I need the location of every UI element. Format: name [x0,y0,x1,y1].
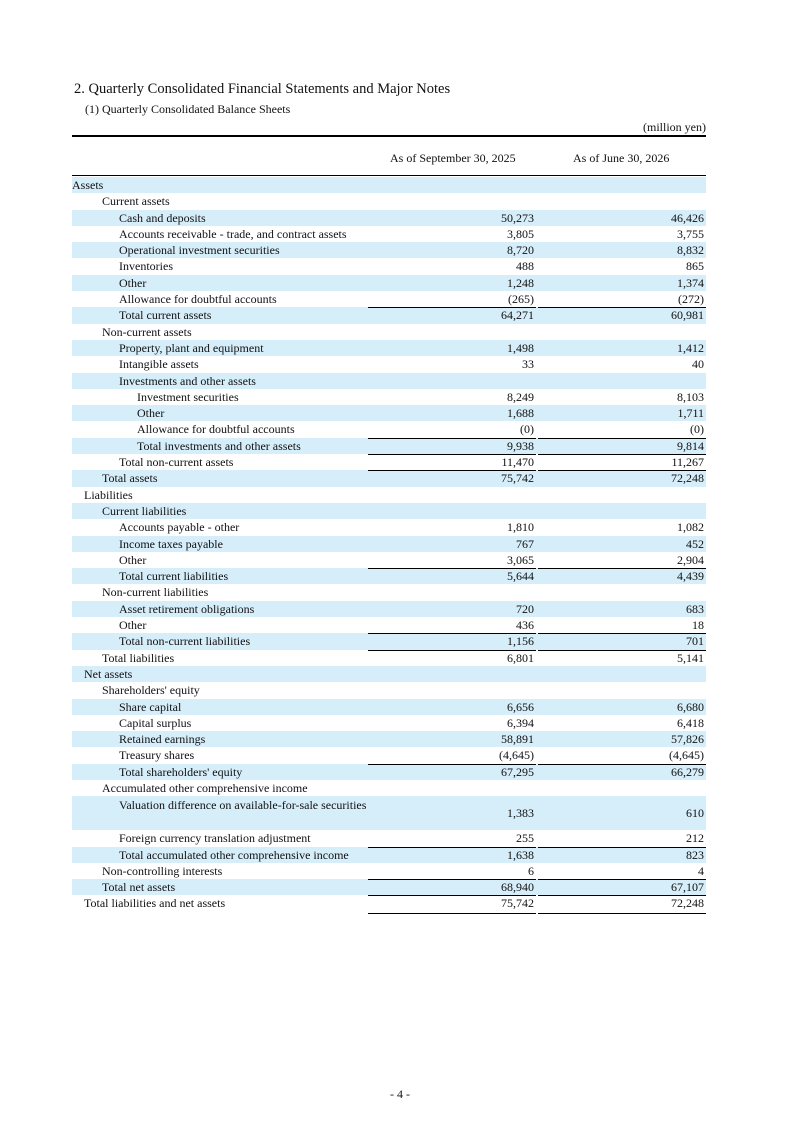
value-current: 865 [686,259,704,274]
value-prior: 767 [516,536,534,551]
value-prior: 1,810 [507,520,534,535]
value-current: 57,826 [671,732,704,747]
table-row [72,682,706,698]
value-prior: 1,383 [507,806,534,821]
row-label: Current assets [102,194,170,209]
row-label: Other [119,618,147,633]
total-rule [538,454,706,455]
value-current: 4,439 [677,569,704,584]
value-prior: (0) [520,422,534,437]
table-row [72,438,706,454]
value-prior: 64,271 [501,308,534,323]
table-row [72,879,706,895]
row-label: Accounts receivable - trade, and contract assets [119,226,347,241]
table-row [72,389,706,405]
total-rule [538,438,706,439]
row-label: Treasury shares [119,748,195,763]
value-current: 72,248 [671,471,704,486]
table-row [72,373,706,389]
row-label: Investment securities [137,389,239,404]
value-prior: 720 [516,601,534,616]
value-prior: 8,720 [507,243,534,258]
total-rule [538,568,706,569]
total-rule [538,764,706,765]
row-label: Accumulated other comprehensive income [102,780,308,795]
value-current: 6,680 [677,699,704,714]
value-prior: 255 [516,831,534,846]
value-prior: 3,805 [507,226,534,241]
table-row [72,552,706,568]
value-current: 1,412 [677,340,704,355]
value-prior: 6,656 [507,699,534,714]
table-row [72,780,706,796]
row-label: Total investments and other assets [137,438,301,453]
value-current: 8,103 [677,389,704,404]
value-current: 610 [686,806,704,821]
row-label: Non-current assets [102,324,192,339]
row-label: Cash and deposits [119,210,206,225]
value-prior: 1,638 [507,847,534,862]
value-current: (0) [690,422,704,437]
row-label: Inventories [119,259,173,274]
total-rule [538,847,706,848]
value-current: 9,814 [677,438,704,453]
value-current: 11,267 [671,455,704,470]
total-rule [368,568,536,569]
value-prior: 68,940 [501,880,534,895]
table-row [72,731,706,747]
row-label: Other [119,275,147,290]
total-rule [368,764,536,765]
table-row [72,895,706,911]
row-label: Total current liabilities [119,569,229,584]
section-heading: 2. Quarterly Consolidated Financial Statements and Major Notes [74,81,451,97]
total-rule [368,895,536,896]
value-prior: 1,248 [507,275,534,290]
row-label: Accounts payable - other [119,520,240,535]
value-current: 8,832 [677,243,704,258]
value-prior: (265) [508,292,534,307]
value-prior: 33 [522,357,534,372]
table-row [72,568,706,584]
value-current: 60,981 [671,308,704,323]
table-row [72,764,706,780]
value-current: 72,248 [671,896,704,911]
table-row [72,291,706,307]
table-row [72,275,706,291]
value-current: 67,107 [671,880,704,895]
row-label: Total net assets [102,880,176,895]
total-rule [538,307,706,308]
table-row [72,258,706,274]
value-current: 823 [686,847,704,862]
value-current: 6,418 [677,715,704,730]
table-row [72,747,706,763]
total-rule [538,650,706,651]
value-current: 5,141 [677,650,704,665]
total-rule [368,307,536,308]
value-prior: 488 [516,259,534,274]
row-label: Foreign currency translation adjustment [119,831,311,846]
value-current: 683 [686,601,704,616]
table-row [72,617,706,633]
row-label: Liabilities [84,487,133,502]
page-number: - 4 - [390,1087,410,1101]
total-rule [368,633,536,634]
total-rule [538,633,706,634]
value-current: (272) [678,292,704,307]
row-label: Total shareholders' equity [119,764,243,779]
table-row [72,177,706,193]
value-current: 4 [698,863,704,878]
total-rule [368,650,536,651]
table-row [72,650,706,666]
table-row [72,454,706,470]
value-current: 2,904 [677,552,704,567]
table-row [72,503,706,519]
table-row [72,666,706,682]
value-prior: (4,645) [499,748,534,763]
row-label: Other [119,552,147,567]
row-label: Total non-current assets [119,455,234,470]
row-label: Allowance for doubtful accounts [119,292,277,307]
row-label: Operational investment securities [119,243,280,258]
value-current: 40 [692,357,704,372]
row-label: Other [137,406,165,421]
value-prior: 436 [516,618,534,633]
row-label: Retained earnings [119,732,206,747]
value-current: 701 [686,634,704,649]
value-current: 1,711 [677,406,704,421]
table-row [72,863,706,879]
total-rule [368,454,536,455]
value-current: (4,645) [669,748,704,763]
grand-total-rule [538,913,706,915]
value-current: 452 [686,536,704,551]
value-prior: 1,156 [507,634,534,649]
table-row [72,470,706,486]
total-rule [368,847,536,848]
table-row [72,340,706,356]
table-row [72,421,706,437]
row-label: Allowance for doubtful accounts [137,422,295,437]
row-label: Share capital [119,699,182,714]
table-row [72,699,706,715]
row-label: Income taxes payable [119,536,223,551]
row-label: Investments and other assets [119,373,256,388]
value-prior: 1,688 [507,406,534,421]
row-label: Shareholders' equity [102,683,200,698]
table-row [72,796,706,830]
table-row [72,405,706,421]
table-row [72,226,706,242]
row-label: Non-controlling interests [102,863,223,878]
value-prior: 58,891 [501,732,534,747]
table-row [72,519,706,535]
value-prior: 11,470 [501,455,534,470]
table-row [72,830,706,846]
table-row [72,324,706,340]
table-row [72,193,706,209]
row-label: Total liabilities and net assets [84,896,226,911]
row-label: Valuation difference on available-for-sale securities [119,798,367,813]
value-prior: 50,273 [501,210,534,225]
value-current: 212 [686,831,704,846]
row-label: Total accumulated other comprehensive income [119,847,349,862]
header-rule [72,175,706,176]
table-row [72,536,706,552]
value-prior: 6 [528,863,534,878]
table-row [72,307,706,323]
row-label: Non-current liabilities [102,585,209,600]
total-rule [538,895,706,896]
row-label: Asset retirement obligations [119,601,255,616]
value-current: 46,426 [671,210,704,225]
value-prior: 67,295 [501,764,534,779]
row-label: Total non-current liabilities [119,634,251,649]
value-prior: 9,938 [507,438,534,453]
value-prior: 3,065 [507,552,534,567]
value-current: 66,279 [671,764,704,779]
row-label: Total assets [102,471,158,486]
value-current: 3,755 [677,226,704,241]
value-current: 1,082 [677,520,704,535]
unit-label: (million yen) [643,120,706,134]
value-current: 18 [692,618,704,633]
value-prior: 75,742 [501,896,534,911]
value-prior: 6,394 [507,715,534,730]
column-header-current: As of June 30, 2026 [573,151,670,165]
total-rule [368,470,536,471]
balance-sheet-table [72,177,706,912]
grand-total-rule [368,913,536,915]
value-prior: 8,249 [507,389,534,404]
value-prior: 5,644 [507,569,534,584]
value-prior: 1,498 [507,340,534,355]
row-label: Net assets [84,666,133,681]
column-header-prior: As of September 30, 2025 [390,151,516,165]
value-prior: 6,801 [507,650,534,665]
table-row [72,210,706,226]
value-current: 1,374 [677,275,704,290]
table-row [72,356,706,372]
row-label: Total current assets [119,308,212,323]
table-row [72,242,706,258]
table-row [72,715,706,731]
value-prior: 75,742 [501,471,534,486]
total-rule [538,470,706,471]
total-rule [538,879,706,880]
statement-title: (1) Quarterly Consolidated Balance Sheets [85,102,291,116]
table-row [72,487,706,503]
table-row [72,601,706,617]
top-rule [72,135,706,137]
row-label: Property, plant and equipment [119,340,264,355]
row-label: Capital surplus [119,715,192,730]
row-label: Assets [72,178,104,192]
row-label: Current liabilities [102,503,187,518]
total-rule [368,879,536,880]
table-row [72,584,706,600]
row-label: Intangible assets [119,357,199,372]
table-row [72,847,706,863]
total-rule [368,438,536,439]
table-row [72,633,706,649]
row-label: Total liabilities [102,650,175,665]
